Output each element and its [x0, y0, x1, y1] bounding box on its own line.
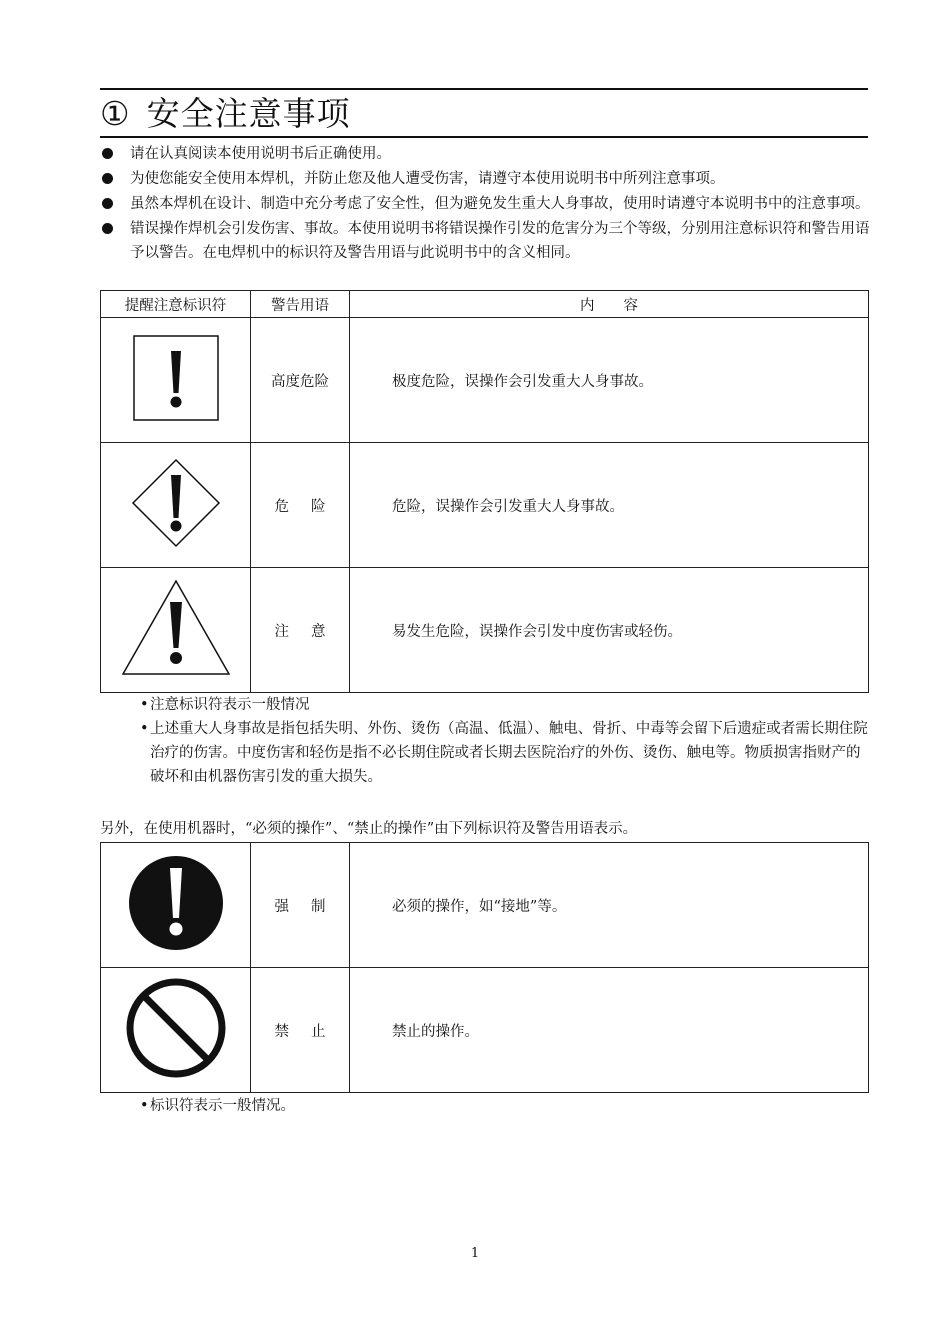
page-title: [100, 92, 351, 136]
term-cell: 高度危险: [251, 318, 350, 443]
exclamation-triangle-icon: [120, 578, 232, 678]
note-item: • 标识符表示一般情况。: [140, 1098, 295, 1114]
term-cell: 危 险: [251, 443, 350, 568]
term-cell: 强 制: [251, 843, 350, 968]
content-cell: 必须的操作，如“接地”等。: [350, 843, 869, 968]
content-cell: 禁止的操作。: [350, 968, 869, 1093]
table-row: [101, 843, 869, 968]
table-row: [101, 968, 869, 1093]
table-row: [101, 318, 869, 443]
bullet-dot-icon: [102, 198, 113, 209]
warning-notes: [140, 693, 870, 789]
table-header-row: [101, 291, 869, 318]
exclamation-diamond-icon: [131, 458, 221, 548]
warning-level-table: [100, 290, 869, 693]
symbol-cell: [101, 568, 251, 693]
content-cell: 易发生危险，误操作会引发中度伤害或轻伤。: [350, 568, 869, 693]
bullet-dot-icon: [102, 173, 113, 184]
prohibition-circle-icon: [124, 976, 228, 1080]
symbol-cell: [101, 968, 251, 1093]
title-underline: [100, 136, 868, 138]
section-number: ①: [100, 94, 131, 133]
section-title: 安全注意事项: [146, 94, 351, 133]
symbol-cell: [101, 843, 251, 968]
symbol-cell: [101, 318, 251, 443]
action-notes: [140, 1094, 870, 1118]
bullet-item: 为使您能安全使用本焊机，并防止您及他人遭受伤害，请遵守本使用说明书中所列注意事项。: [100, 167, 870, 191]
bullet-item: 错误操作焊机会引发伤害、事故。本使用说明书将错误操作引发的危害分为三个等级，分别用注意标识符和警告用语予以警告。在电焊机中的标识符及警告用语与此说明书中的含义相同。: [100, 217, 870, 265]
table-row: [101, 568, 869, 693]
header-symbol: 提醒注意标识符: [101, 291, 251, 318]
intro-paragraph: 另外，在使用机器时，“必须的操作”、“禁止的操作”由下列标识符及警告用语表示。: [100, 821, 638, 837]
top-rule: [100, 88, 868, 90]
page-number: 1: [470, 1246, 480, 1261]
safety-bullet-list: [100, 142, 870, 266]
content-cell: 极度危险，误操作会引发重大人身事故。: [350, 318, 869, 443]
table-row: [101, 443, 869, 568]
action-symbol-table: [100, 842, 869, 1093]
content-cell: 危险，误操作会引发重大人身事故。: [350, 443, 869, 568]
header-content: 内 容: [350, 291, 869, 318]
symbol-cell: [101, 443, 251, 568]
bullet-item: 请在认真阅读本使用说明书后正确使用。: [100, 142, 870, 166]
term-cell: 禁 止: [251, 968, 350, 1093]
bullet-item: 虽然本焊机在设计、制造中充分考虑了安全性，但为避免发生重大人身事故，使用时请遵守本说明书中的注意事项。: [100, 192, 870, 216]
exclamation-square-icon: [131, 333, 221, 423]
bullet-dot-icon: [102, 148, 113, 159]
note-item: • 上述重大人身事故是指包括失明、外伤、烫伤（高温、低温）、触电、骨折、中毒等会留下后遗症或者需长期住院治疗的伤害。中度伤害和轻伤是指不必长期住院或者长期去医院治疗的外伤、烫伤、触电等。物质损害指财产的破坏和由机器伤害引发的重大损失。: [140, 721, 868, 785]
bullet-dot-icon: [102, 223, 113, 234]
header-term: 警告用语: [251, 291, 350, 318]
note-item: • 注意标识符表示一般情况: [140, 697, 310, 713]
mandatory-circle-icon: [126, 853, 226, 953]
term-cell: 注 意: [251, 568, 350, 693]
